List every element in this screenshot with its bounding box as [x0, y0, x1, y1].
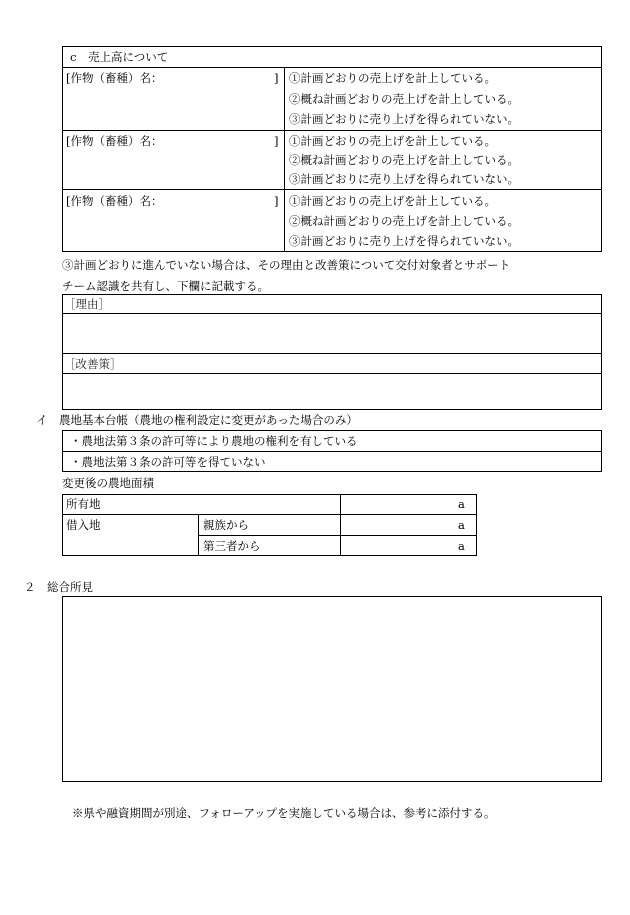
unit-label: a [458, 497, 465, 511]
from-relatives-label: 親族から [203, 518, 249, 532]
farmland-heading: イ 農地基本台帳（農地の権利設定に変更があった場合のみ） [36, 413, 358, 427]
divider [198, 514, 199, 556]
reason-improvement-box [62, 294, 602, 410]
sales-heading: c 売上高について [70, 50, 169, 64]
bracket-close: ] [274, 134, 279, 148]
unit-label: a [458, 518, 465, 532]
plan-note-line2: チーム認識を共有し、下欄に記載する。 [62, 279, 269, 293]
farmland-item: ・農地法第３条の許可等を得ていない [70, 455, 266, 469]
area-table [62, 494, 477, 556]
divider [62, 451, 602, 452]
divider [62, 313, 602, 314]
owned-label: 所有地 [66, 497, 101, 511]
crop-label: [作物（畜種）名： [66, 134, 163, 148]
bracket-close: ] [274, 194, 279, 208]
plan-note-line1: ③計画どおりに進んでいない場合は、その理由と改善策について交付対象者とサポート [62, 258, 511, 272]
divider [62, 353, 602, 354]
sales-option: ②概ね計画どおりの売上げを計上している。 [289, 92, 519, 106]
sales-option: ③計画どおりに売り上げを得られていない。 [289, 172, 519, 186]
unit-label: a [458, 539, 465, 553]
overall-findings-box [62, 596, 602, 782]
crop-label: [作物（畜種）名： [66, 71, 163, 85]
divider [62, 189, 602, 190]
divider [62, 130, 602, 131]
farmland-item: ・農地法第３条の許可等により農地の権利を有している [70, 434, 358, 448]
sales-option: ①計画どおりの売上げを計上している。 [289, 134, 496, 148]
bracket-close: ] [274, 71, 279, 85]
sales-option: ①計画どおりの売上げを計上している。 [289, 194, 496, 208]
leased-label: 借入地 [66, 518, 101, 532]
sales-option: ②概ね計画どおりの売上げを計上している。 [289, 214, 519, 228]
improvement-label: ［改善策］ [64, 357, 122, 371]
divider [62, 67, 602, 68]
divider [62, 373, 602, 374]
sales-option: ③計画どおりに売り上げを得られていない。 [289, 234, 519, 248]
sales-option: ③計画どおりに売り上げを得られていない。 [289, 112, 519, 126]
sales-option: ②概ね計画どおりの売上げを計上している。 [289, 153, 519, 167]
sales-option: ①計画どおりの売上げを計上している。 [289, 71, 496, 85]
footer-note: ※県や融資期間が別途、フォローアップを実施している場合は、参考に添付する。 [72, 806, 496, 820]
section2-heading: ２ 総合所見 [24, 580, 93, 594]
divider [340, 494, 341, 556]
area-heading: 変更後の農地面積 [62, 476, 154, 490]
divider [198, 535, 477, 536]
divider [284, 67, 285, 252]
divider [62, 514, 477, 515]
from-third-party-label: 第三者から [203, 539, 261, 553]
crop-label: [作物（畜種）名： [66, 194, 163, 208]
reason-label: ［理由］ [64, 297, 110, 311]
